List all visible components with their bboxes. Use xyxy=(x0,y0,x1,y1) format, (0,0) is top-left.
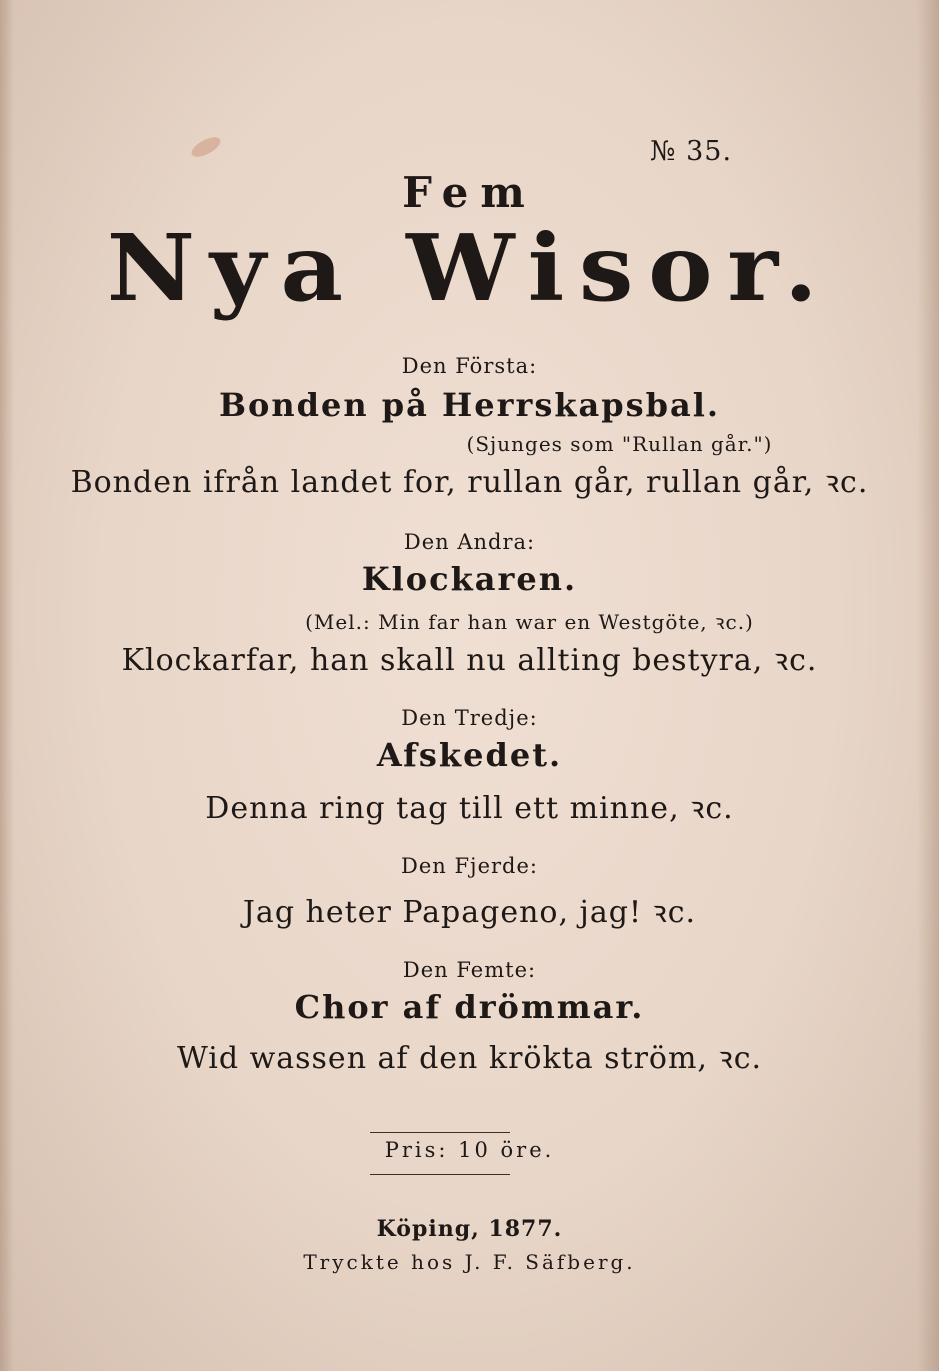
main-title: Nya Wisor. xyxy=(106,214,833,322)
price-rule-top xyxy=(370,1132,510,1133)
song-3-title: Afskedet. xyxy=(376,736,563,774)
price: Pris: 10 öre. xyxy=(384,1138,555,1162)
song-2-title: Klockaren. xyxy=(361,560,578,598)
issue-number: № 35. xyxy=(650,136,733,167)
song-5-ordinal: Den Femte: xyxy=(402,958,537,982)
song-4-ordinal: Den Fjerde: xyxy=(401,854,538,878)
song-2-melody: (Mel.: Min far han war en Westgöte, ꝛc.) xyxy=(305,610,754,634)
song-1-ordinal: Den Första: xyxy=(401,354,538,378)
song-2-first-line: Klockarfar, han skall nu allting bestyra, ꝛc. xyxy=(121,643,818,678)
song-2-ordinal: Den Andra: xyxy=(403,530,536,554)
song-4-first-line: Jag heter Papageno, jag! ꝛc. xyxy=(242,895,697,930)
song-3-ordinal: Den Tredje: xyxy=(401,706,538,730)
song-1-first-line: Bonden ifrån landet for, rullan går, rullan går, ꝛc. xyxy=(70,465,869,500)
song-5-first-line: Wid wassen af den krökta ström, ꝛc. xyxy=(176,1041,763,1076)
song-5-title: Chor af drömmar. xyxy=(294,988,645,1026)
imprint-printer: Tryckte hos J. F. Säfberg. xyxy=(303,1250,636,1274)
song-1-melody: (Sjunges som "Rullan går.") xyxy=(466,432,773,456)
song-3-first-line: Denna ring tag till ett minne, ꝛc. xyxy=(205,791,734,826)
paper-stain xyxy=(189,133,224,160)
song-1-title: Bonden på Herrskapsbal. xyxy=(218,386,721,424)
pre-title: Fem xyxy=(402,168,537,217)
price-rule-bottom xyxy=(370,1174,510,1175)
imprint-place-year: Köping, 1877. xyxy=(376,1216,563,1242)
